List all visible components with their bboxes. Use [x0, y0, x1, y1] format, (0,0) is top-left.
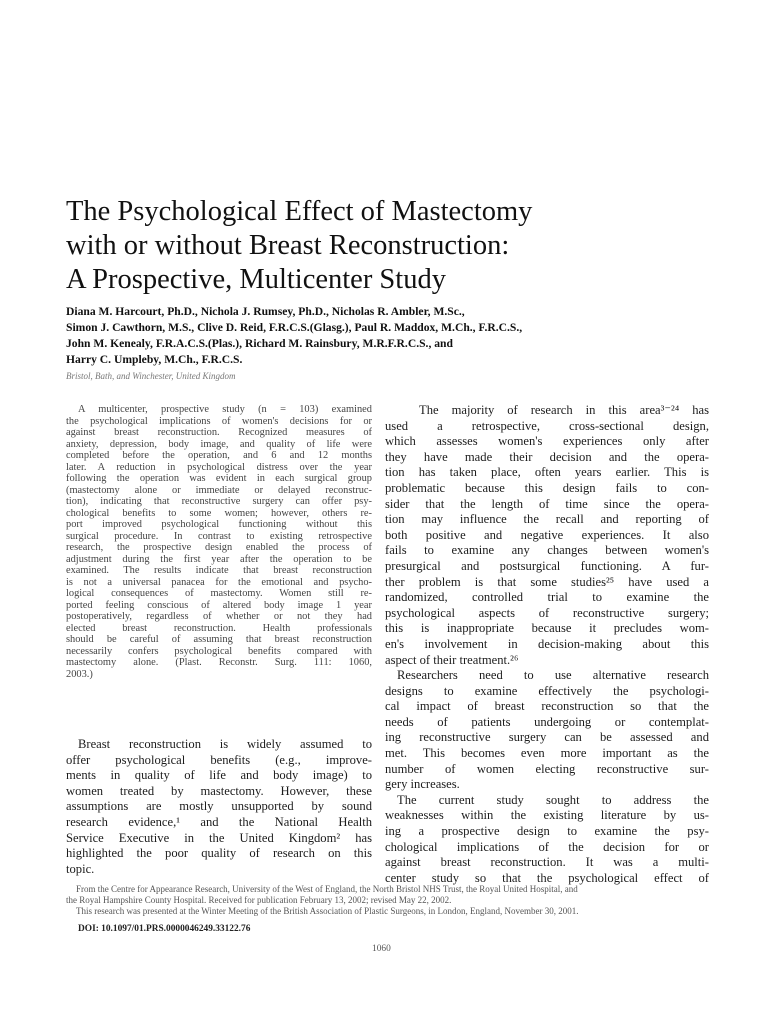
body-line: needs of patients undergoing or contemplat-: [385, 714, 709, 729]
abstract-line: tion), indicating that reconstructive surgery can offer psy-: [66, 496, 372, 507]
abstract-line: should be careful of assuming that breast reconstruction: [66, 634, 372, 645]
body-line: assumptions are mostly unsupported by sound: [66, 799, 372, 814]
body-line: center study so that the psychological effect of: [385, 870, 709, 885]
body-line: Breast reconstruction is widely assumed to: [78, 737, 372, 751]
abstract-line: 2003.): [66, 668, 93, 680]
body-line: offer psychological benefits (e.g., improve-: [66, 752, 372, 767]
body-line: Researchers need to use alternative research: [397, 668, 709, 683]
body-line: tion may influence the recall and reporting of: [385, 512, 709, 527]
abstract-line: (mastectomy alone or immediate or delayed reconstruc-: [66, 484, 372, 496]
body-line: en's involvement in decision-making about this: [385, 636, 709, 651]
body-line: ing reconstructive surgery can be assessed and: [385, 730, 709, 745]
abstract-line: necessarily confers psychological benefits compared with: [66, 645, 372, 657]
body-line: this is inappropriate because it precludes wom-: [385, 621, 709, 636]
body-line: ing a prospective design to examine the psy-: [385, 824, 709, 839]
author-line: Harry C. Umpleby, M.Ch., F.R.C.S.: [66, 353, 243, 366]
abstract-line: elected breast reconstruction. Health professionals: [66, 622, 372, 634]
author-line: Simon J. Cawthorn, M.S., Clive D. Reid, F.R.C.S.(Glasg.), Paul R. Maddox, M.Ch., F.R.C.S.,: [66, 321, 523, 334]
body-line: ments in quality of life and body image) to: [66, 768, 372, 783]
abstract: [66, 404, 372, 680]
body-line: designs to examine effectively the psychologi-: [385, 683, 709, 698]
abstract-line: completed before the operation, and 6 and 12 months: [66, 450, 372, 461]
abstract-line: the psychological implications of women's decisions for or: [66, 415, 372, 427]
body-line: Service Executive in the United Kingdom² has: [66, 830, 372, 845]
author-list: [66, 304, 726, 368]
body-line: which assesses women's experiences only after: [385, 434, 709, 449]
body-line: The current study sought to address the: [397, 792, 709, 807]
body-line: number of women electing reconstructive sur-: [385, 761, 709, 776]
introduction-column: [66, 737, 372, 877]
article-title: [66, 195, 706, 297]
abstract-line: against breast reconstruction. Recognized measures of: [66, 427, 372, 438]
body-line: The majority of research in this area³⁻²⁴ has: [419, 403, 709, 417]
title-line: A Prospective, Multicenter Study: [66, 264, 446, 295]
abstract-line: surgical procedure. In contrast to existing retrospective: [66, 530, 372, 542]
body-line: research evidence,¹ and the National Health: [66, 814, 372, 829]
body-line: gery increases.: [385, 777, 460, 792]
body-line: psychological aspects of reconstructive surgery;: [385, 605, 709, 620]
abstract-line: logical consequences of mastectomy. Women still re-: [66, 588, 372, 599]
body-line: women treated by mastectomy. However, these: [66, 783, 372, 798]
body-line: topic.: [66, 861, 95, 876]
abstract-line: following the operation was evident in each surgical group: [66, 473, 372, 484]
body-line: met. This becomes even more important as the: [385, 746, 709, 761]
abstract-line: adjustment during the first year after the operation to be: [66, 553, 372, 565]
title-line: with or without Breast Reconstruction:: [66, 230, 510, 261]
body-line: aspect of their treatment.²⁶: [385, 652, 519, 667]
doi-link[interactable]: DOI: 10.1097/01.PRS.0000046249.33122.76: [78, 924, 251, 934]
abstract-line: A multicenter, prospective study (n = 103) examined: [78, 404, 372, 415]
body-line: highlighted the poor quality of research on this: [66, 846, 372, 861]
abstract-line: research, the prospective design enabled the process of: [66, 542, 372, 553]
body-line: problematic because this design fails to con-: [385, 480, 709, 495]
body-line: fails to examine any changes between women's: [385, 543, 709, 558]
body-line: they have made their decision and the opera-: [385, 449, 709, 464]
footnote-line: the Royal Hampshire County Hospital. Received for publication February 13, 2002; revised May 22, 2002.: [66, 895, 452, 905]
abstract-line: mastectomy alone. (Plast. Reconstr. Surg. 111: 1060,: [66, 657, 372, 668]
body-line: randomized, controlled trial to examine the: [385, 590, 709, 605]
footnote: [66, 884, 709, 917]
abstract-line: examined. The results indicate that breast reconstruction: [66, 565, 372, 576]
author-line: John M. Kenealy, F.R.A.C.S.(Plas.), Richard M. Rainsbury, M.R.F.R.C.S., and: [66, 337, 453, 350]
author-line: Diana M. Harcourt, Ph.D., Nichola J. Rumsey, Ph.D., Nicholas R. Ambler, M.Sc.,: [66, 305, 465, 318]
body-line: both positive and negative experiences. It also: [385, 527, 709, 542]
body-line: tion has taken place, often years earlier. This is: [385, 465, 709, 480]
body-line: sider that the length of time since the opera-: [385, 496, 709, 511]
affiliation: Bristol, Bath, and Winchester, United Kingdom: [66, 371, 236, 381]
abstract-line: port improved psychological functioning without this: [66, 519, 372, 530]
body-line: ther problem is that some studies²⁵ have used a: [385, 574, 709, 589]
body-line: chological implications of the decision for or: [385, 839, 709, 854]
abstract-line: later. A reduction in psychological distress over the year: [66, 461, 372, 473]
title-line: The Psychological Effect of Mastectomy: [66, 196, 533, 227]
abstract-line: postoperatively, regardless of whether or not they had: [66, 611, 372, 622]
abstract-line: ported feeling conscious of altered body image 1 year: [66, 599, 372, 611]
body-line: weaknesses within the existing literature by us-: [385, 808, 709, 823]
abstract-line: chological benefits to some women; however, others re-: [66, 507, 372, 519]
footnote-line: From the Centre for Appearance Research, University of the West of England, the North Bristol NHS Trust, the Royal United Hospital, and: [76, 884, 578, 894]
body-line: used a retrospective, cross-sectional design,: [385, 418, 709, 433]
body-line: against breast reconstruction. It was a multi-: [385, 855, 709, 870]
abstract-line: is not a universal panacea for the emotional and psycho-: [66, 576, 372, 588]
abstract-line: anxiety, depression, body image, and quality of life were: [66, 438, 372, 450]
body-line: cal impact of breast reconstruction so that the: [385, 699, 709, 714]
page-number: 1060: [372, 944, 391, 954]
body-line: presurgical and postsurgical functioning. A fur-: [385, 558, 709, 573]
right-column: [385, 403, 709, 886]
footnote-line: This research was presented at the Winter Meeting of the British Association of Plastic Surgeons, in London, England, November 30, 2001.: [76, 906, 579, 916]
